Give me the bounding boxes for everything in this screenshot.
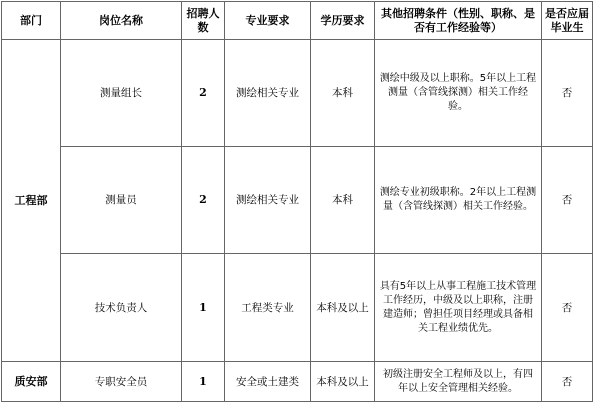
position-cell: 测量员: [61, 147, 182, 254]
graduate-cell: 否: [542, 40, 593, 147]
header-row: [2, 2, 593, 40]
count-cell: 2: [182, 147, 225, 254]
major-cell: 工程类专业: [225, 254, 311, 362]
education-cell: 本科及以上: [311, 254, 375, 362]
department-cell: 工程部: [2, 40, 61, 362]
education-cell: 本科: [311, 147, 375, 254]
table-row: [2, 147, 593, 254]
header-conditions: 其他招聘条件（性别、职称、是否有工作经验等）: [375, 2, 542, 40]
count-cell: 1: [182, 362, 225, 402]
header-count: 招聘人数: [182, 2, 225, 40]
position-cell: 技术负责人: [61, 254, 182, 362]
header-graduate: 是否应届毕业生: [542, 2, 593, 40]
major-cell: 测绘相关专业: [225, 147, 311, 254]
conditions-cell: 初级注册安全工程师及以上，有四年以上安全管理相关经验。: [375, 362, 542, 402]
recruitment-table: [1, 1, 593, 402]
conditions-cell: 测绘中级及以上职称。5年以上工程测量（含管线探测）相关工作经验。: [375, 40, 542, 147]
major-cell: 测绘相关专业: [225, 40, 311, 147]
conditions-cell: 具有5年以上从事工程施工技术管理工作经历，中级及以上职称，注册建造师；曾担任项目经理或具备相关工程业绩优先。: [375, 254, 542, 362]
education-cell: 本科: [311, 40, 375, 147]
count-cell: 1: [182, 254, 225, 362]
position-cell: 测量组长: [61, 40, 182, 147]
count-cell: 2: [182, 40, 225, 147]
table-row: [2, 40, 593, 147]
header-education: 学历要求: [311, 2, 375, 40]
header-position: 岗位名称: [61, 2, 182, 40]
graduate-cell: 否: [542, 254, 593, 362]
conditions-cell: 测绘专业初级职称。2年以上工程测量（含管线探测）相关工作经验。: [375, 147, 542, 254]
graduate-cell: 否: [542, 147, 593, 254]
header-major: 专业要求: [225, 2, 311, 40]
table-row: [2, 254, 593, 362]
major-cell: 安全或土建类: [225, 362, 311, 402]
header-department: 部门: [2, 2, 61, 40]
department-cell: 质安部: [2, 362, 61, 402]
graduate-cell: 否: [542, 362, 593, 402]
table-row: [2, 362, 593, 402]
education-cell: 本科及以上: [311, 362, 375, 402]
position-cell: 专职安全员: [61, 362, 182, 402]
